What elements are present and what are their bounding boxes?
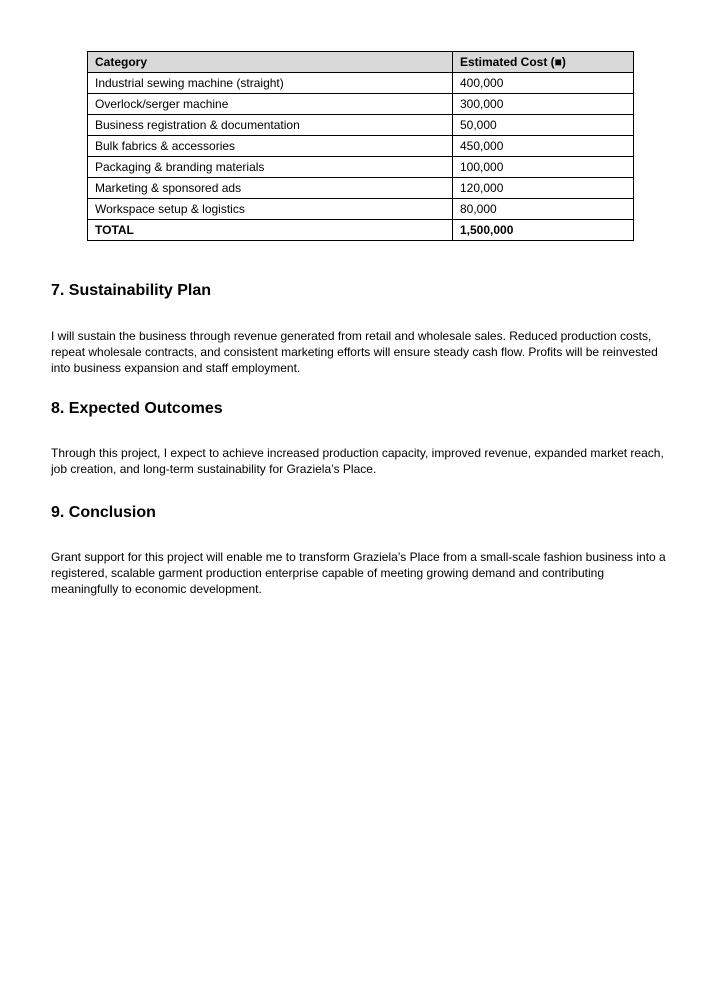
cost-cell: 450,000 xyxy=(453,136,634,157)
total-value: 1,500,000 xyxy=(453,220,634,241)
cost-cell: 400,000 xyxy=(453,73,634,94)
section-body: I will sustain the business through revenue generated from retail and wholesale sales. Reduced production costs, repeat wholesale contracts, and consistent marketing efforts will ensure steady cash flow. Profits will be reinvested into business expansion and staff employment. xyxy=(51,329,658,375)
total-label: TOTAL xyxy=(88,220,453,241)
table-row xyxy=(88,115,634,136)
category-cell: Workspace setup & logistics xyxy=(88,199,453,220)
table-row xyxy=(88,157,634,178)
expected-outcomes-section xyxy=(51,399,673,477)
cost-cell: 50,000 xyxy=(453,115,634,136)
cost-column-header: Estimated Cost (■) xyxy=(453,52,634,73)
section-heading: 9. Conclusion xyxy=(51,504,156,521)
cost-cell: 100,000 xyxy=(453,157,634,178)
table-row xyxy=(88,94,634,115)
conclusion-section xyxy=(51,503,673,597)
section-body: Grant support for this project will enable me to transform Graziela’s Place from a small-scale fashion business into a registered, scalable garment production enterprise capable of meeting growing demand and contributing meaningfully to economic development. xyxy=(51,550,666,596)
cost-cell: 120,000 xyxy=(453,178,634,199)
category-column-header: Category xyxy=(88,52,453,73)
total-row xyxy=(88,220,634,241)
cost-cell: 300,000 xyxy=(453,94,634,115)
table-row xyxy=(88,73,634,94)
table-row xyxy=(88,199,634,220)
section-heading: 8. Expected Outcomes xyxy=(51,400,223,417)
category-cell: Bulk fabrics & accessories xyxy=(88,136,453,157)
table-header-row xyxy=(88,52,634,73)
section-heading: 7. Sustainability Plan xyxy=(51,282,212,299)
category-cell: Business registration & documentation xyxy=(88,115,453,136)
cost-cell: 80,000 xyxy=(453,199,634,220)
table-row xyxy=(88,136,634,157)
table-row xyxy=(88,178,634,199)
category-cell: Marketing & sponsored ads xyxy=(88,178,453,199)
budget-table xyxy=(87,51,634,241)
category-cell: Packaging & branding materials xyxy=(88,157,453,178)
category-cell: Overlock/serger machine xyxy=(88,94,453,115)
sustainability-plan-section xyxy=(51,281,673,376)
section-body: Through this project, I expect to achieve increased production capacity, improved revenue, expanded market reach, job creation, and long-term sustainability for Graziela’s Place. xyxy=(51,446,664,476)
category-cell: Industrial sewing machine (straight) xyxy=(88,73,453,94)
